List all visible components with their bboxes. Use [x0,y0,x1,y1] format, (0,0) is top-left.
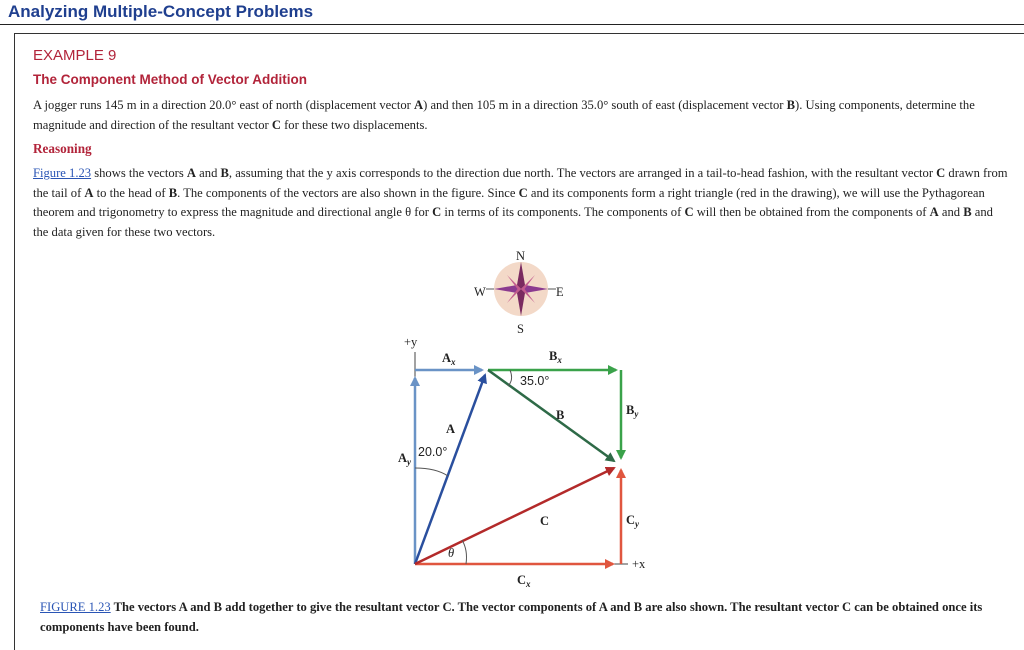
figure-link[interactable]: Figure 1.23 [33,166,92,180]
angle-a-label: 20.0° [418,445,448,459]
theta-arc [462,540,467,564]
problem-statement: A jogger runs 145 m in a direction 20.0° east of north (displacement vector A) and then 105 m in a direction 35.0° south of east (displacement vector B). Using components, determine the magnitude and direction of the resultant vector C for these two displacements. [33,98,975,132]
label-c: C [540,514,550,528]
compass-west-label: W [474,285,486,299]
label-cy: $C_y$ [626,513,640,529]
reasoning-text: Figure 1.23 shows the vectors A and B, assuming that the y axis corresponds to the direction due north. The vectors are arranged in a tail-to-head fashion, with the resultant vector C drawn from the tail of A to the head of B. The components of the vectors are also shown in the figure. Since C and its components form a right triangle (red in the drawing), we will use the Pythagorean theorem and trigonometry to express the magnitude and directional angle θ for C in terms of its components. The components of C will then be obtained from the components of A and B and the data given for these two vectors. [33,166,1008,239]
plus-x-label: +x [632,557,646,571]
example-title: The Component Method of Vector Addition [33,72,307,87]
angle-a-arc [415,468,448,476]
caption-figure-link[interactable]: FIGURE 1.23 [40,600,111,614]
example-label: EXAMPLE 9 [33,47,117,64]
label-bx: $B_x$ [549,349,562,365]
label-a: A [446,422,456,436]
compass-east-label: E [556,285,564,299]
vector-b-symbol: B [786,98,796,112]
label-by: $B_y$ [626,403,639,419]
angle-b-label: 35.0° [520,374,550,388]
label-ax: $A_x$ [442,351,456,367]
theta-label: θ [448,546,455,560]
vector-c-symbol: C [271,117,281,132]
label-b: B [556,408,565,422]
label-cx: $C_x$ [517,573,531,589]
reasoning-heading: Reasoning [33,141,92,156]
compass-rose-icon [486,262,556,316]
section-title: Analyzing Multiple-Concept Problems [8,2,314,21]
vector-b-arrow [488,370,614,461]
compass-south-label: S [517,322,524,336]
plus-y-label: +y [404,335,418,349]
label-ay: $A_y$ [398,451,412,467]
compass-north-label: N [516,249,526,263]
figure-caption: FIGURE 1.23 The vectors A and B add together to give the resultant vector C. The vector components of A and B are also shown. The resultant vector C can be obtained once its components have been found. [40,600,983,634]
vector-a-symbol: A [414,98,424,112]
